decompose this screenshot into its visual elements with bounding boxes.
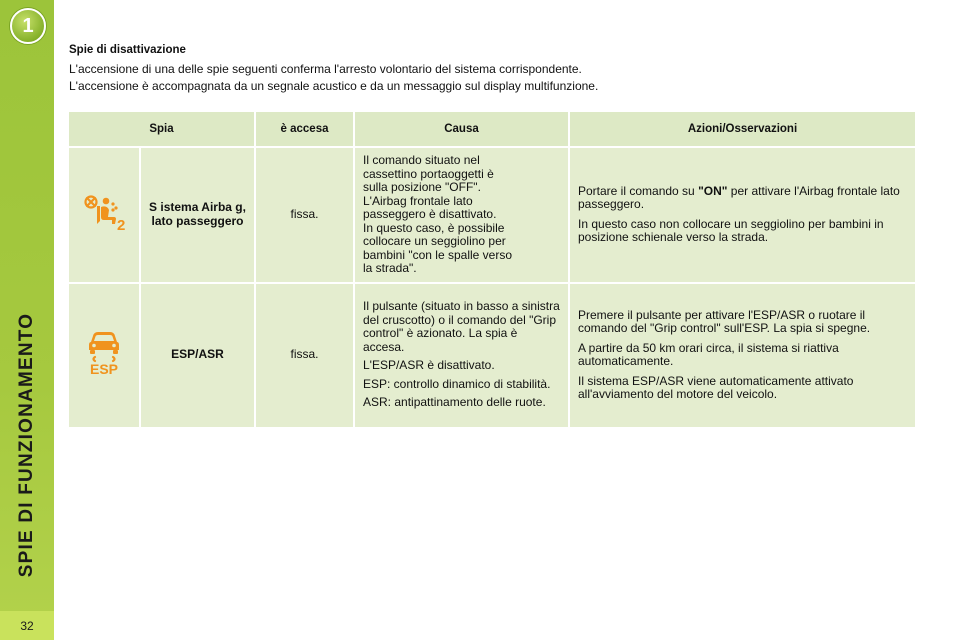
causa-line: bambini "con le spalle verso <box>363 247 513 262</box>
svg-text:2: 2 <box>117 217 126 233</box>
chapter-number-badge[interactable]: 1 <box>10 8 46 44</box>
azioni-text: Portare il comando su <box>578 183 699 198</box>
spia-name: S istema Airba g, lato passeggero <box>141 148 256 284</box>
table-row <box>69 148 915 284</box>
azioni-paragraph: Premere il pulsante per attivare l'ESP/ASR o ruotare il comando del "Grip control" sull'ESP. La spia si spegne. <box>578 307 871 335</box>
azioni-cell <box>570 284 915 429</box>
causa-line: L'Airbag frontale lato <box>363 193 473 208</box>
azioni-paragraph: Il sistema ESP/ASR viene automaticamente attivato all'avviamento del motore del veicolo. <box>578 373 854 401</box>
azioni-paragraph: In questo caso non collocare un seggiolino per bambini in posizione schienale verso la strada. <box>578 216 884 245</box>
accesa-value: fissa. <box>256 148 355 284</box>
intro-section <box>69 44 929 95</box>
warning-lights-table <box>69 112 915 429</box>
icon-cell <box>69 148 141 284</box>
causa-line: In questo caso, è possibile <box>363 220 505 235</box>
intro-paragraph-2: L'accensione è accompagnata da un segnale acustico e da un messaggio sul display multifunzione. <box>69 79 599 93</box>
causa-line: la strada". <box>363 261 417 275</box>
intro-paragraph-1: L'accensione di una delle spie seguenti conferma l'arresto volontario del sistema corrispondente. <box>69 62 582 76</box>
causa-paragraph: Il pulsante (situato in basso a sinistra del cruscotto) o il comando del "Grip control" è azionato. La spia è accesa. <box>363 299 560 354</box>
causa-line: Il comando situato nel <box>363 153 480 167</box>
chapter-sidebar <box>0 0 54 640</box>
icon-cell <box>69 284 141 429</box>
accesa-value: fissa. <box>256 284 355 429</box>
azioni-paragraph <box>578 185 909 212</box>
azioni-cell <box>570 148 915 284</box>
chapter-title: SPIE DI FUNZIONAMENTO <box>16 312 37 578</box>
causa-line: passeggero è disattivato. <box>363 207 497 221</box>
causa-paragraph: ESP: controllo dinamico di stabilità. <box>363 376 551 391</box>
causa-line: sulla posizione "OFF". <box>363 180 481 194</box>
causa-line: cassettino portaoggetti è <box>363 166 494 181</box>
causa-line: collocare un seggiolino per <box>363 234 506 248</box>
table-header-row <box>69 112 915 148</box>
header-causa: Causa <box>355 112 570 148</box>
header-accesa: è accesa <box>256 112 355 148</box>
causa-paragraph: ASR: antipattinamento delle ruote. <box>363 395 546 410</box>
azioni-on-label: "ON" <box>698 183 728 198</box>
esp-asr-icon <box>84 330 124 380</box>
causa-paragraph: L'ESP/ASR è disattivato. <box>363 358 495 373</box>
spia-name: ESP/ASR <box>141 284 256 429</box>
page-number: 32 <box>0 611 54 640</box>
azioni-text: per attivare l'Airbag frontale lato passeggero. <box>578 183 900 212</box>
azioni-paragraph: A partire da 50 km orari circa, il sistema si riattiva automaticamente. <box>578 340 839 368</box>
header-azioni: Azioni/Osservazioni <box>570 112 915 148</box>
header-spia: Spia <box>69 112 256 148</box>
svg-text:ESP: ESP <box>89 361 119 377</box>
table-row <box>69 284 915 429</box>
section-heading: Spie di disattivazione <box>69 44 186 56</box>
causa-cell <box>355 284 570 429</box>
causa-cell <box>355 148 570 284</box>
airbag-off-icon <box>82 193 126 237</box>
